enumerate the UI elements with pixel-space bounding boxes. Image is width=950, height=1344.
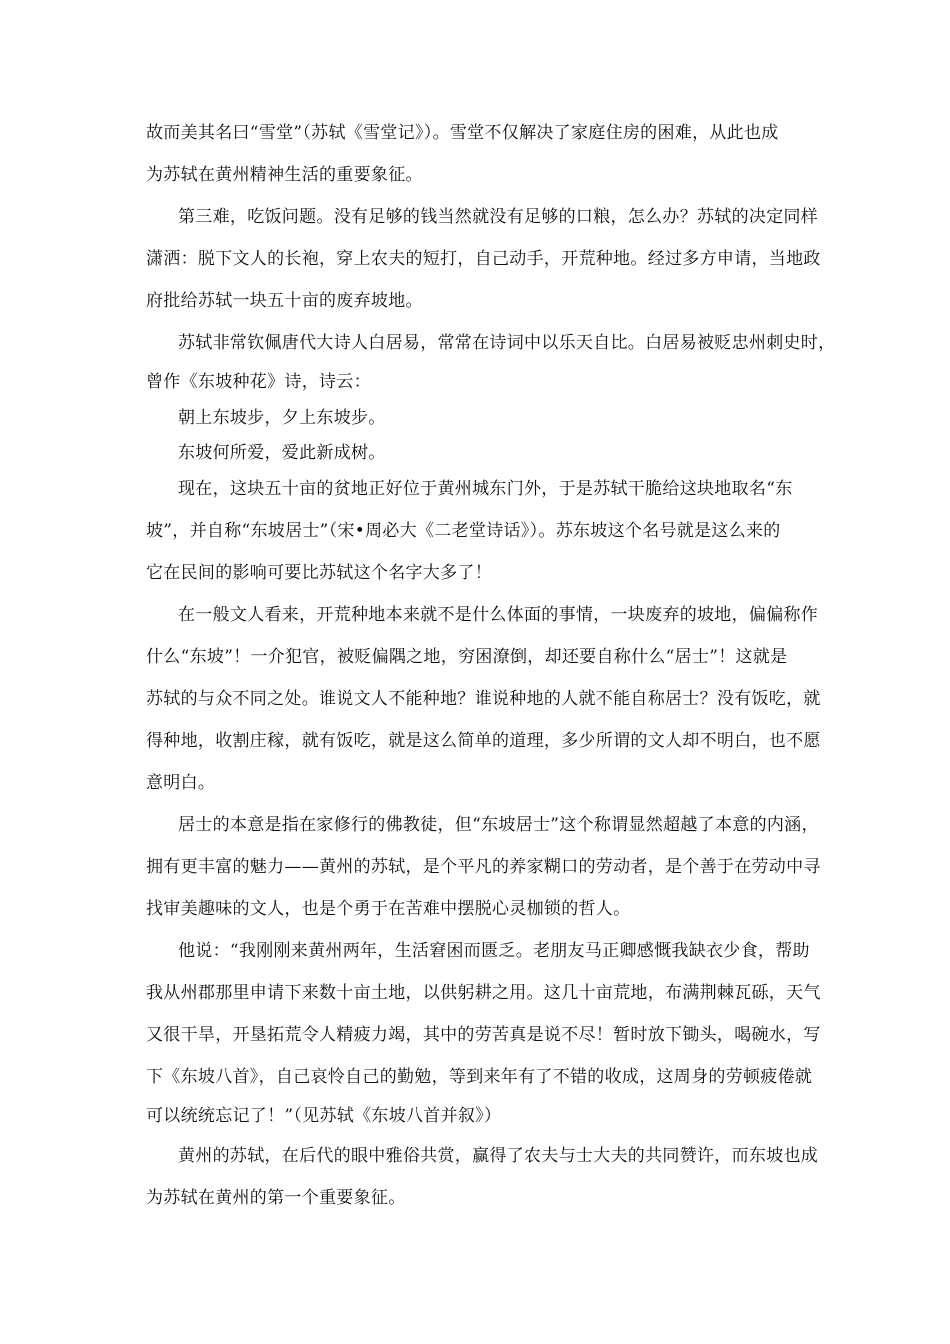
text-line: 我从州郡那里申请下来数十亩土地，以供躬耕之用。这几十亩荒地，布满荆棘瓦砾，天气 — [146, 983, 821, 1003]
text-line: 得种地，收割庄稼，就有饭吃，就是这么简单的道理，多少所谓的文人却不明白，也不愿 — [146, 731, 821, 751]
text-line: 它在民间的影响可要比苏轼这个名字大多了！ — [146, 563, 492, 583]
text-line: 为苏轼在黄州的第一个重要象征。 — [146, 1188, 406, 1208]
text-line: 朝上东坡步，夕上东坡步。 — [178, 408, 386, 428]
text-line: 找审美趣味的文人，也是个勇于在苦难中摆脱心灵枷锁的哲人。 — [146, 899, 631, 919]
text-line: 故而美其名曰“雪堂”（苏轼《雪堂记》）。雪堂不仅解决了家庭住房的困难，从此也成 — [146, 123, 779, 143]
text-line: 第三难，吃饭问题。没有足够的钱当然就没有足够的口粮，怎么办？苏轼的决定同样 — [178, 207, 819, 227]
text-line: 苏轼非常钦佩唐代大诗人白居易，常常在诗词中以乐天自比。白居易被贬忠州刺史时， — [178, 333, 836, 353]
text-line: 坡”，并自称“东坡居士”（宋•周必大《二老堂诗话》）。苏东坡这个名号就是这么来的 — [146, 521, 781, 541]
text-line: 曾作《东坡种花》诗，诗云： — [146, 372, 371, 392]
text-line: 居士的本意是指在家修行的佛教徒，但“东坡居士”这个称谓显然超越了本意的内涵， — [178, 815, 819, 835]
text-line: 东坡何所爱，爱此新成树。 — [178, 443, 386, 463]
text-line: 下《东坡八首》，自己哀怜自己的勤勉，等到来年有了不错的收成，这周身的劳顿疲倦就 — [146, 1067, 813, 1087]
text-line: 为苏轼在黄州精神生活的重要象征。 — [146, 165, 423, 185]
text-line: 现在，这块五十亩的贫地正好位于黄州城东门外，于是苏轼干脆给这块地取名“东 — [178, 479, 793, 499]
text-line: 拥有更丰富的魅力——黄州的苏轼，是个平凡的养家糊口的劳动者，是个善于在劳动中寻 — [146, 857, 821, 877]
text-line: 意明白。 — [146, 773, 216, 793]
text-line: 可以统统忘记了！”（见苏轼《东坡八首并叙》） — [146, 1106, 502, 1126]
text-line: 什么“东坡”！一介犯官，被贬偏隅之地，穷困潦倒，却还要自称什么“居士”！这就是 — [146, 647, 788, 667]
text-line: 潇洒：脱下文人的长袍，穿上农夫的短打，自己动手，开荒种地。经过多方申请，当地政 — [146, 249, 821, 269]
text-line: 黄州的苏轼，在后代的眼中雅俗共赏，赢得了农夫与士大夫的共同赞许，而东坡也成 — [178, 1146, 819, 1166]
text-line: 在一般文人看来，开荒种地本来就不是什么体面的事情，一块废弃的坡地，偏偏称作 — [178, 605, 819, 625]
text-line: 苏轼的与众不同之处。谁说文人不能种地？谁说种地的人就不能自称居士？没有饭吃，就 — [146, 689, 821, 709]
text-line: 又很干旱，开垦拓荒令人精疲力竭，其中的劳苦真是说不尽！暂时放下锄头，喝碗水，写 — [146, 1025, 821, 1045]
text-line: 他说：“我刚刚来黄州两年，生活窘困而匮乏。老朋友马正卿感慨我缺衣少食，帮助 — [178, 941, 810, 961]
text-line: 府批给苏轼一块五十亩的废弃坡地。 — [146, 291, 423, 311]
